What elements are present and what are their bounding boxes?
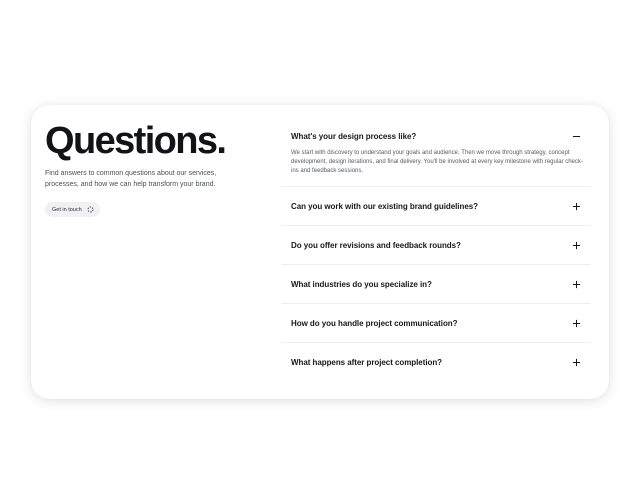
faq-item	[281, 226, 591, 265]
faq-question: Do you offer revisions and feedback rounds?	[291, 240, 461, 250]
faq-question-row[interactable]	[281, 304, 591, 342]
get-in-touch-button[interactable]	[45, 202, 100, 217]
faq-question-row[interactable]	[281, 265, 591, 303]
faq-question: Can you work with our existing brand guidelines?	[291, 201, 478, 211]
faq-question: What industries do you specialize in?	[291, 279, 432, 289]
faq-question: What's your design process like?	[291, 131, 417, 141]
faq-item	[281, 343, 591, 381]
page-title: Questions.	[45, 120, 226, 162]
faq-item	[281, 304, 591, 343]
faq-intro	[45, 119, 255, 217]
plus-icon[interactable]	[572, 280, 581, 289]
faq-card	[31, 105, 609, 399]
faq-item	[281, 265, 591, 304]
faq-description: Find answers to common questions about our services, processes, and how we can help transform your brand.	[45, 170, 217, 188]
faq-question-row[interactable]	[281, 119, 591, 153]
faq-question-row[interactable]	[281, 343, 591, 381]
faq-question-row[interactable]	[281, 226, 591, 264]
get-in-touch-label: Get in touch	[52, 206, 82, 213]
plus-icon[interactable]	[572, 202, 581, 211]
spinner-icon	[87, 206, 94, 213]
plus-icon[interactable]	[572, 319, 581, 328]
faq-answer: We start with discovery to understand your goals and audience. Then we move through strategy, concept development, design iterations, and final delivery. You'll be involved at every key milestone with regular check-ins and feedback sessions.	[291, 150, 583, 174]
plus-icon[interactable]	[572, 358, 581, 367]
minus-icon[interactable]	[572, 132, 581, 141]
faq-list	[281, 119, 591, 381]
faq-question: What happens after project completion?	[291, 357, 443, 367]
plus-icon[interactable]	[572, 241, 581, 250]
faq-question: How do you handle project communication?	[291, 318, 458, 328]
faq-item	[281, 187, 591, 226]
faq-item	[281, 119, 591, 187]
faq-question-row[interactable]	[281, 187, 591, 225]
